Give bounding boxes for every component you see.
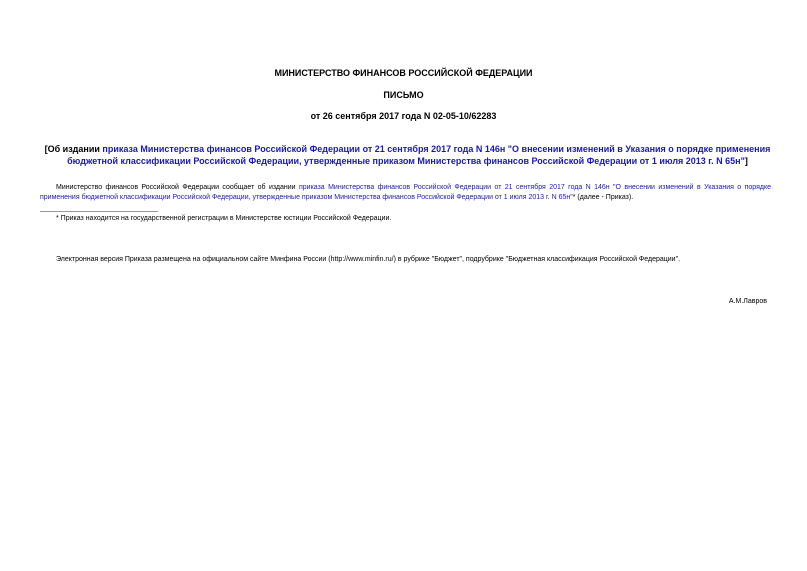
subject-suffix: ] [744, 156, 748, 166]
document-subject [40, 143, 775, 167]
body-paragraph-2: Электронная версия Приказа размещена на официальном сайте Минфина России (http://www.minfin.ru/) в рубрике "Бюджет", подрубрике "Бюджетная классификация Российской Федерации". [56, 256, 681, 263]
document-type: ПИСЬМО [383, 90, 424, 100]
ministry-title: МИНИСТЕРСТВО ФИНАНСОВ РОССИЙСКОЙ ФЕДЕРАЦИИ [274, 68, 533, 78]
subject-order-link[interactable]: приказа Министерства финансов Российской Федерации от 21 сентября 2017 года N 146н "О внесении изменений в Указания о порядке применения бюджетной классификации Российской Федерации, утвержденные приказом Министерства финансов Российской Федерации от 1 июля 2013 г. N 65н" [67, 144, 771, 166]
footnote-text: * Приказ находится на государственной регистрации в Министерстве юстиции Российской Федерации. [56, 215, 392, 222]
subject-prefix: [Об издании [44, 144, 103, 154]
footnote-mark: * [572, 194, 576, 201]
paragraph1-prefix: Министерство финансов Российской Федерации сообщает об издании [56, 184, 299, 191]
paragraph1-suffix: (далее - Приказ). [575, 194, 634, 201]
body-paragraph-1 [40, 183, 771, 203]
paragraph1-order-link[interactable]: приказа Министерства финансов Российской Федерации от 21 сентября 2017 года N 146н "О внесении изменений в Указания о порядке применения бюджетной классификации Российской Федерации, утвержденные приказом Министерства финансов Российской Федерации от 1 июля 2013 г. N 65н" [40, 184, 771, 201]
signature: А.М.Лавров [728, 298, 767, 305]
document-date-number: от 26 сентября 2017 года N 02-05-10/62283 [310, 111, 497, 121]
footnote-divider [40, 211, 158, 212]
